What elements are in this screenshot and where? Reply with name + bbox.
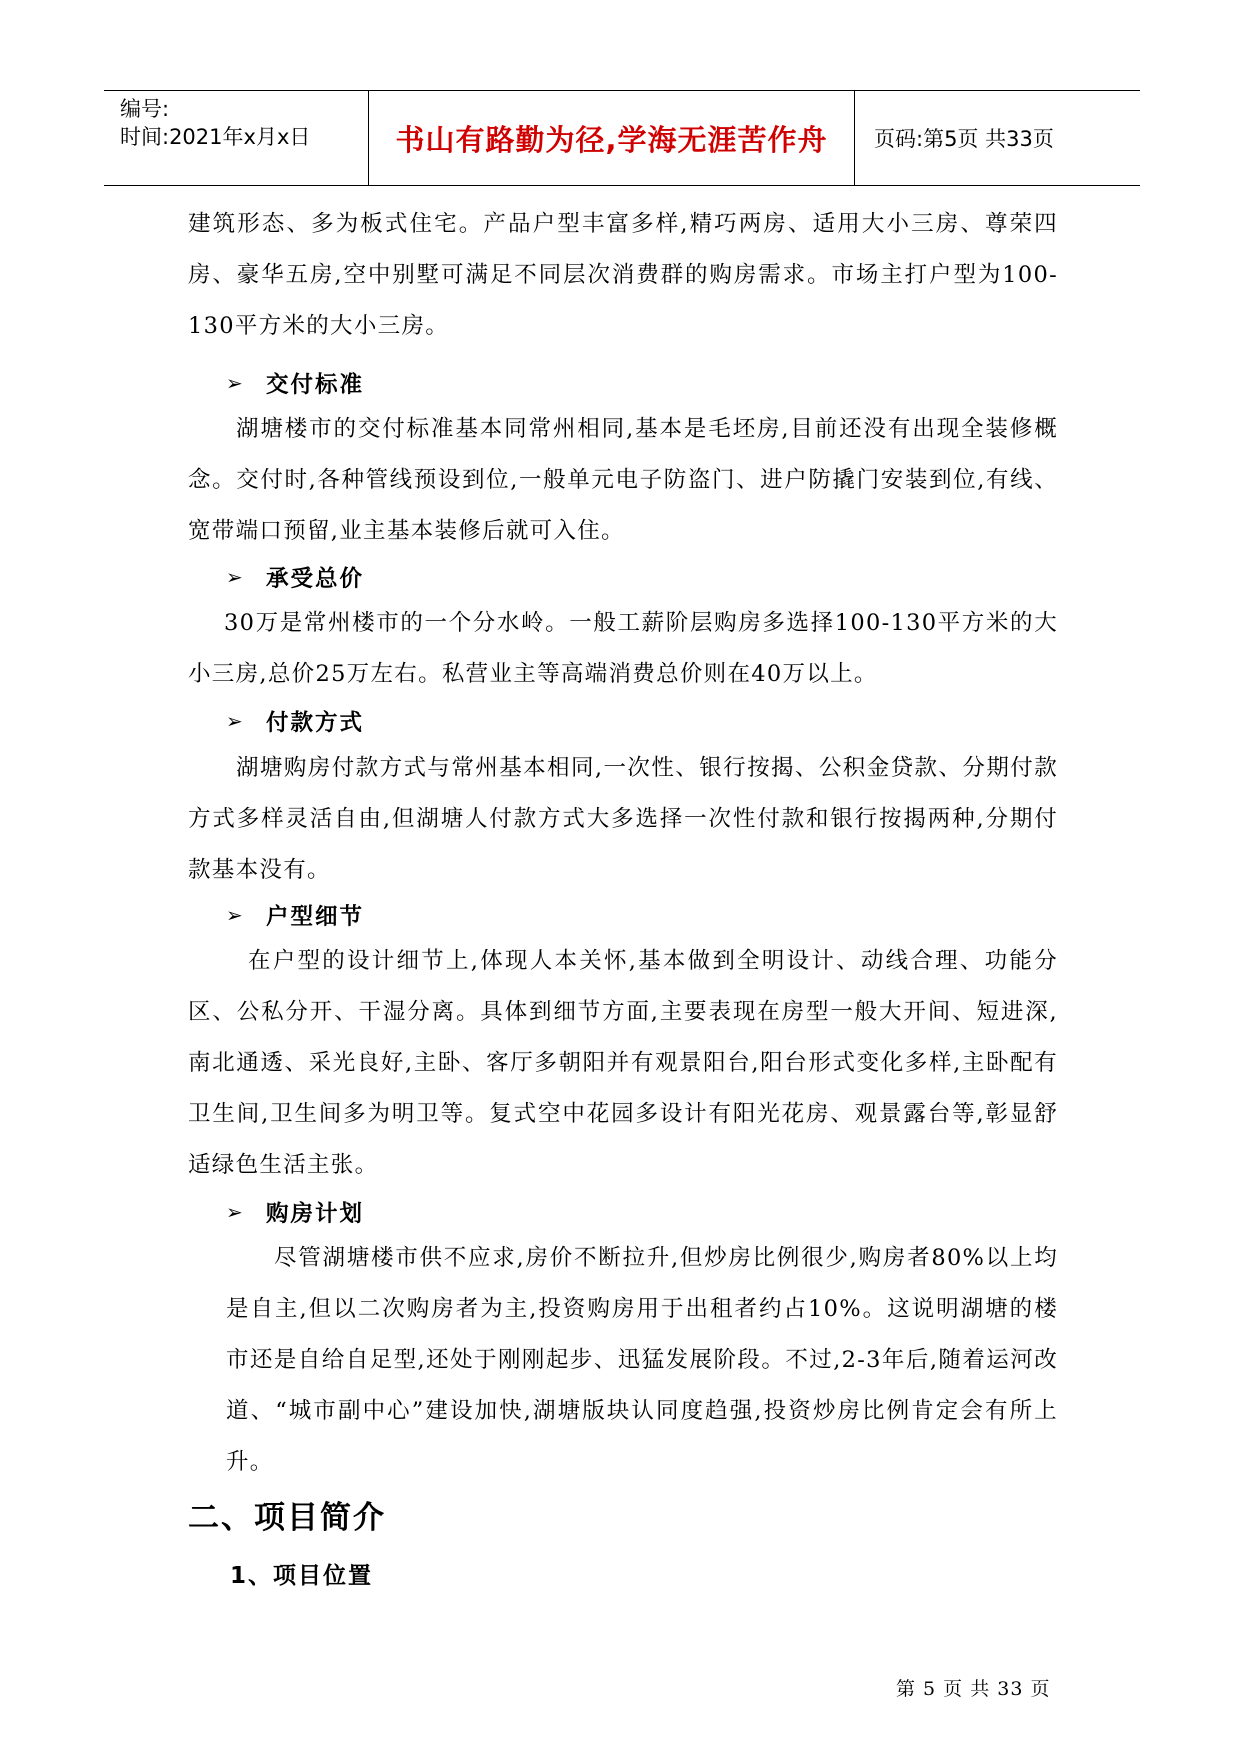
arrow-bullet-icon: ➢ (226, 709, 243, 733)
page-footer: 第 5 页 共 33 页 (896, 1678, 1051, 1700)
bullet-heading (226, 895, 364, 935)
paragraph-delivery: 湖塘楼市的交付标准基本同常州相同,基本是毛坯房,目前还没有出现全装修概念。交付时,各种管线预设到位,一般单元电子防盗门、进户防撬门安装到位,有线、宽带端口预留,业主基本装修后就可入住。 (188, 416, 1058, 544)
paragraph-payment: 湖塘购房付款方式与常州基本相同,一次性、银行按揭、公积金贷款、分期付款方式多样灵活自由,但湖塘人付款方式大多选择一次性付款和银行按揭两种,分期付款基本没有。 (188, 755, 1058, 883)
arrow-bullet-icon: ➢ (226, 903, 243, 927)
header-meta-cell (104, 91, 369, 185)
arrow-bullet-icon: ➢ (226, 371, 243, 395)
bullet-title: 付款方式 (266, 710, 365, 736)
bullet-title: 户型细节 (266, 904, 365, 930)
bullet-heading (226, 1192, 364, 1232)
motto-text: 书山有路勤为径,学海无涯苦作舟 (395, 122, 828, 157)
paragraph-layout-details: 在户型的设计细节上,体现人本关怀,基本做到全明设计、动线合理、功能分区、公私分开、干湿分离。具体到细节方面,主要表现在房型一般大开间、短进深,南北通透、采光良好,主卧、客厅多朝阳并有观景阳台,阳台形式变化多样,主卧配有卫生间,卫生间多为明卫等。复式空中花园多设计有阳光花房、观景露台等,彰显舒适绿色生活主张。 (188, 948, 1058, 1178)
bullet-heading (226, 557, 364, 597)
page-code: 页码:第5页 共33页 (874, 127, 1054, 151)
arrow-bullet-icon: ➢ (226, 1200, 243, 1224)
bullet-title: 购房计划 (266, 1201, 365, 1227)
number-label: 编号: (120, 97, 170, 121)
time-label: 时间:2021年x月x日 (120, 125, 311, 149)
paragraph-intro: 建筑形态、多为板式住宅。产品户型丰富多样,精巧两房、适用大小三房、尊荣四房、豪华五房,空中别墅可满足不同层次消费群的购房需求。市场主打户型为100-130平方米的大小三房。 (188, 211, 1058, 339)
paragraph-total-price: 30万是常州楼市的一个分水岭。一般工薪阶层购房多选择100-130平方米的大小三房,总价25万左右。私营业主等高端消费总价则在40万以上。 (188, 610, 1058, 687)
bullet-title: 交付标准 (266, 372, 365, 398)
arrow-bullet-icon: ➢ (226, 565, 243, 589)
document-header (104, 90, 1140, 186)
bullet-heading (226, 363, 364, 403)
header-motto-cell (369, 91, 855, 185)
bullet-title: 承受总价 (266, 566, 365, 592)
paragraph-purchase-plan: 尽管湖塘楼市供不应求,房价不断拉升,但炒房比例很少,购房者80%以上均是自主,但以二次购房者为主,投资购房用于出租者约占10%。这说明湖塘的楼市还是自给自足型,还处于刚刚起步、迅猛发展阶段。不过,2-3年后,随着运河改道、“城市副中心”建设加快,湖塘版块认同度趋强,投资炒房比例肯定会有所上升。 (226, 1245, 1058, 1475)
bullet-heading (226, 701, 364, 741)
header-page-cell (856, 91, 1140, 185)
section-heading: 二、项目简介 (188, 1500, 386, 1536)
subsection-heading: 1、项目位置 (230, 1563, 374, 1589)
